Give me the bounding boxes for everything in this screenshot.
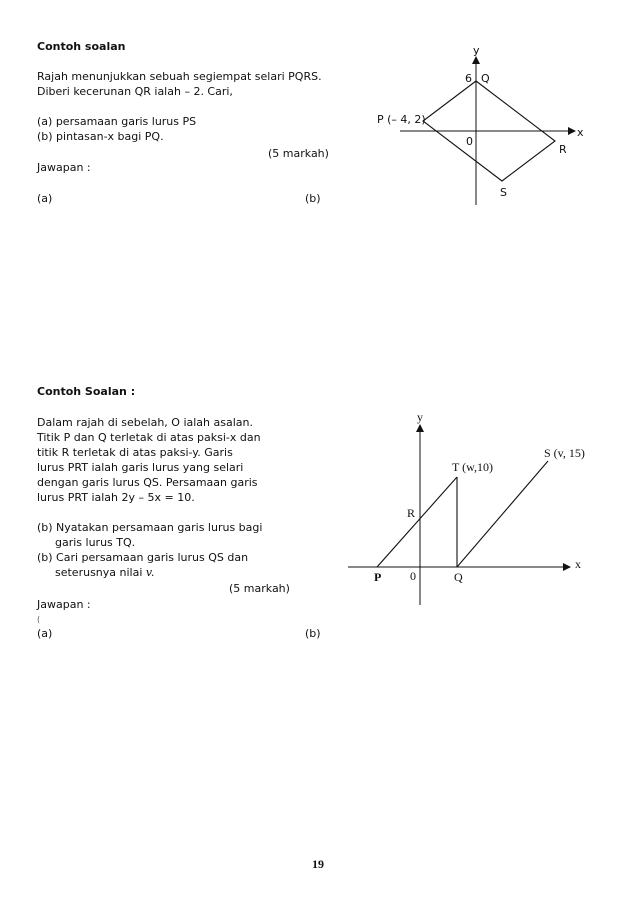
q1-answer-label: Jawapan : — [37, 161, 91, 174]
q1-answer-b: (b) — [305, 192, 321, 205]
q2-part-b1-line-2: garis lurus TQ. — [55, 536, 136, 549]
q2-x-label: x — [575, 557, 581, 571]
q1-y-label: y — [473, 44, 480, 57]
q2-stray-mark: ( — [37, 615, 41, 624]
q2-line-1: Dalam rajah di sebelah, O ialah asalan. — [37, 416, 253, 429]
q2-part-b2-line-1: (b) Cari persamaan garis lurus QS dan — [37, 551, 249, 564]
q2-line-5: dengan garis lurus QS. Persamaan garis — [37, 476, 258, 489]
q1-label-r: R — [559, 143, 567, 156]
q1-marks: (5 markah) — [268, 147, 329, 160]
q1-x-label: x — [577, 126, 584, 139]
q2-line-qs — [457, 461, 548, 567]
q2-label-s: S (v, 15) — [544, 446, 585, 460]
q2-line-4: lurus PRT ialah garis lurus yang selari — [37, 461, 244, 474]
q1-label-s: S — [500, 186, 507, 199]
q2-line-2: Titik P dan Q terletak di atas paksi-x dan — [37, 431, 261, 444]
q2-label-p: P — [374, 570, 382, 584]
q2-answer-label: Jawapan : — [37, 598, 91, 611]
q1-label-p: P (– 4, 2) — [377, 113, 426, 126]
page-number: 19 — [312, 857, 324, 871]
q2-heading: Contoh Soalan : — [37, 385, 136, 398]
q2-label-origin: 0 — [410, 569, 416, 583]
q2-marks: (5 markah) — [229, 582, 290, 595]
q1-label-q: Q — [481, 72, 490, 85]
q2-y-label: y — [417, 410, 423, 424]
q1-line-1: Rajah menunjukkan sebuah segiempat selari PQRS. — [37, 70, 322, 83]
q2-part-b2-text: seterusnya nilai — [55, 566, 146, 579]
q1-line-2: Diberi kecerunan QR ialah – 2. Cari, — [37, 85, 233, 98]
q1-label-origin: 0 — [466, 135, 473, 148]
q2-var-v: v. — [145, 566, 155, 579]
q2-label-r: R — [407, 506, 416, 520]
q1-answer-a: (a) — [37, 192, 53, 205]
q2-label-t: T (w,10) — [452, 460, 493, 474]
q2-line-prt — [377, 477, 457, 567]
q2-label-q: Q — [454, 570, 463, 584]
q1-part-b: (b) pintasan-x bagi PQ. — [37, 130, 164, 143]
q1-part-a: (a) persamaan garis lurus PS — [37, 115, 197, 128]
q2-line-3: titik R terletak di atas paksi-y. Garis — [37, 446, 233, 459]
q1-label-6: 6 — [465, 72, 472, 85]
q2-answer-b: (b) — [305, 627, 321, 640]
q1-heading: Contoh soalan — [37, 40, 126, 53]
q2-part-b1-line-1: (b) Nyatakan persamaan garis lurus bagi — [37, 521, 263, 534]
q2-line-6: lurus PRT ialah 2y – 5x = 10. — [37, 491, 195, 504]
q2-answer-a: (a) — [37, 627, 53, 640]
